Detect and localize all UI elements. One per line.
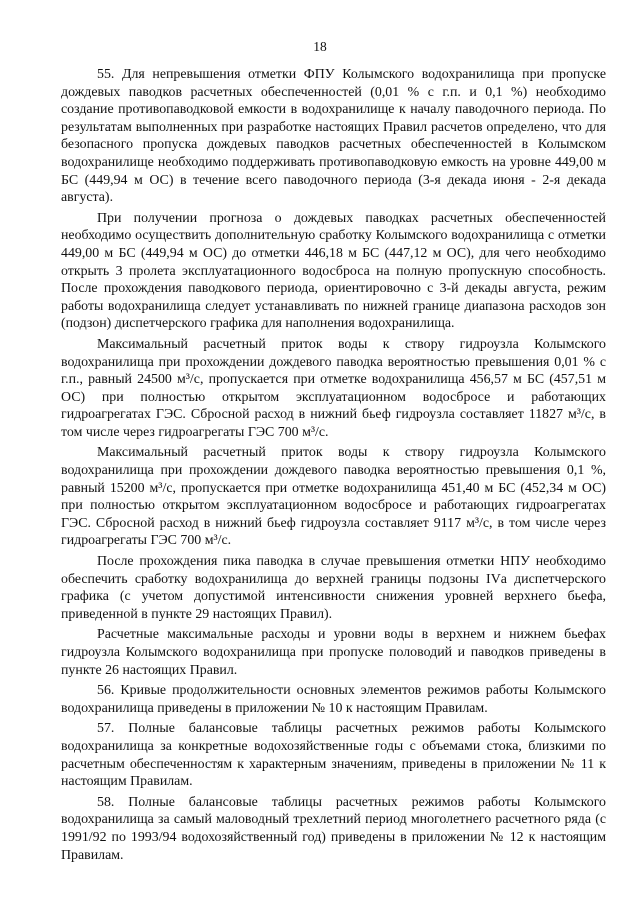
paragraph-after-peak: После прохождения пика паводка в случае превышения отметки НПУ необходимо обеспечить сработку водохранилища до верхней границы подзоны IVа диспетчерского графика (с учетом допустимой интенсивности снижения уровней верхнего бьефа, приведенной в пункте 29 настоящих Правил). xyxy=(61,554,606,622)
paragraph-56: 56. Кривые продолжительности основных элементов режимов работы Колымского водохранилища приведены в приложении № 10 к настоящим Правилам. xyxy=(61,683,606,716)
paragraph-inflow-001: Максимальный расчетный приток воды к створу гидроузла Колымского водохранилища при прохождении дождевого паводка вероятностью превышения 0,01 % с г.п., равный 24500 м³/с, пропускается при отметке водохранилища 456,57 м БС (457,51 м ОС) при полностью открытом эксплуатационном водосбросе и работающих гидроагрегатах ГЭС. Сбросной расход в нижний бьеф гидроузла составляет 11827 м³/с, в том числе через гидроагрегаты ГЭС 700 м³/с. xyxy=(61,336,606,440)
paragraph-58: 58. Полные балансовые таблицы расчетных режимов работы Колымского водохранилища за самый маловодный трехлетний период многолетнего расчетного ряда (с 1991/92 по 1993/94 водохозяйственный год) приведены в приложении № 12 к настоящим Правилам. xyxy=(61,794,606,863)
paragraph-57: 57. Полные балансовые таблицы расчетных режимов работы Колымского водохранилища за конкретные водохозяйственные годы с объемами стока, близкими по расчетным обеспеченностям к характерным значениям, приведены в приложении № 11 к настоящим Правилам. xyxy=(61,721,606,790)
paragraph-forecast: При получении прогноза о дождевых паводках расчетных обеспеченностей необходимо осуществить дополнительную сработку Колымского водохранилища с отметки 449,00 м БС (449,94 м ОС) до отметки 446,18 м БС (447,12 м ОС), для чего необходимо открыть 3 пролета эксплуатационного водосброса на полную пропускную способность. После прохождения паводкового периода, ориентировочно с 3-й декады августа, режим работы водохранилища следует устанавливать по нижней границе диапазона расходов зон (подзон) диспетчерского графика для наполнения водохранилища. xyxy=(61,210,606,332)
paragraph-55: 55. Для непревышения отметки ФПУ Колымского водохранилища при пропуске дождевых паводков расчетных обеспеченностей (0,01 % с г.п. и 0,1 %) необходимо создание противопаводковой емкости в водохранилище к началу паводочного периода. По результатам выполненных при разработке настоящих Правил расчетов определено, что для безопасного пропуска дождевых паводков расчетных обеспеченностей в Колымском водохранилище необходимо поддерживать противопаводковую емкость на уровне 449,00 м БС (449,94 м ОС) в течение всего паводочного периода (3-я декада июня - 2-я декада августа). xyxy=(61,67,606,206)
document-body xyxy=(61,66,606,867)
paragraph-inflow-01: Максимальный расчетный приток воды к створу гидроузла Колымского водохранилища при прохождении дождевого паводка вероятностью превышения 0,1 %, равный 15200 м³/с, пропускается при отметке водохранилища 451,40 м БС (452,34 м ОС) при полностью открытом эксплуатационном водосбросе и работающих гидроагрегатах ГЭС. Сбросной расход в нижний бьеф гидроузла составляет 9117 м³/с, в том числе через гидроагрегаты ГЭС 700 м³/с. xyxy=(61,445,606,549)
page-number: 18 xyxy=(313,39,327,54)
paragraph-max-flows: Расчетные максимальные расходы и уровни воды в верхнем и нижнем бьефах гидроузла Колымского водохранилища при пропуске половодий и паводков приведены в пункте 26 настоящих Правил. xyxy=(61,627,606,678)
